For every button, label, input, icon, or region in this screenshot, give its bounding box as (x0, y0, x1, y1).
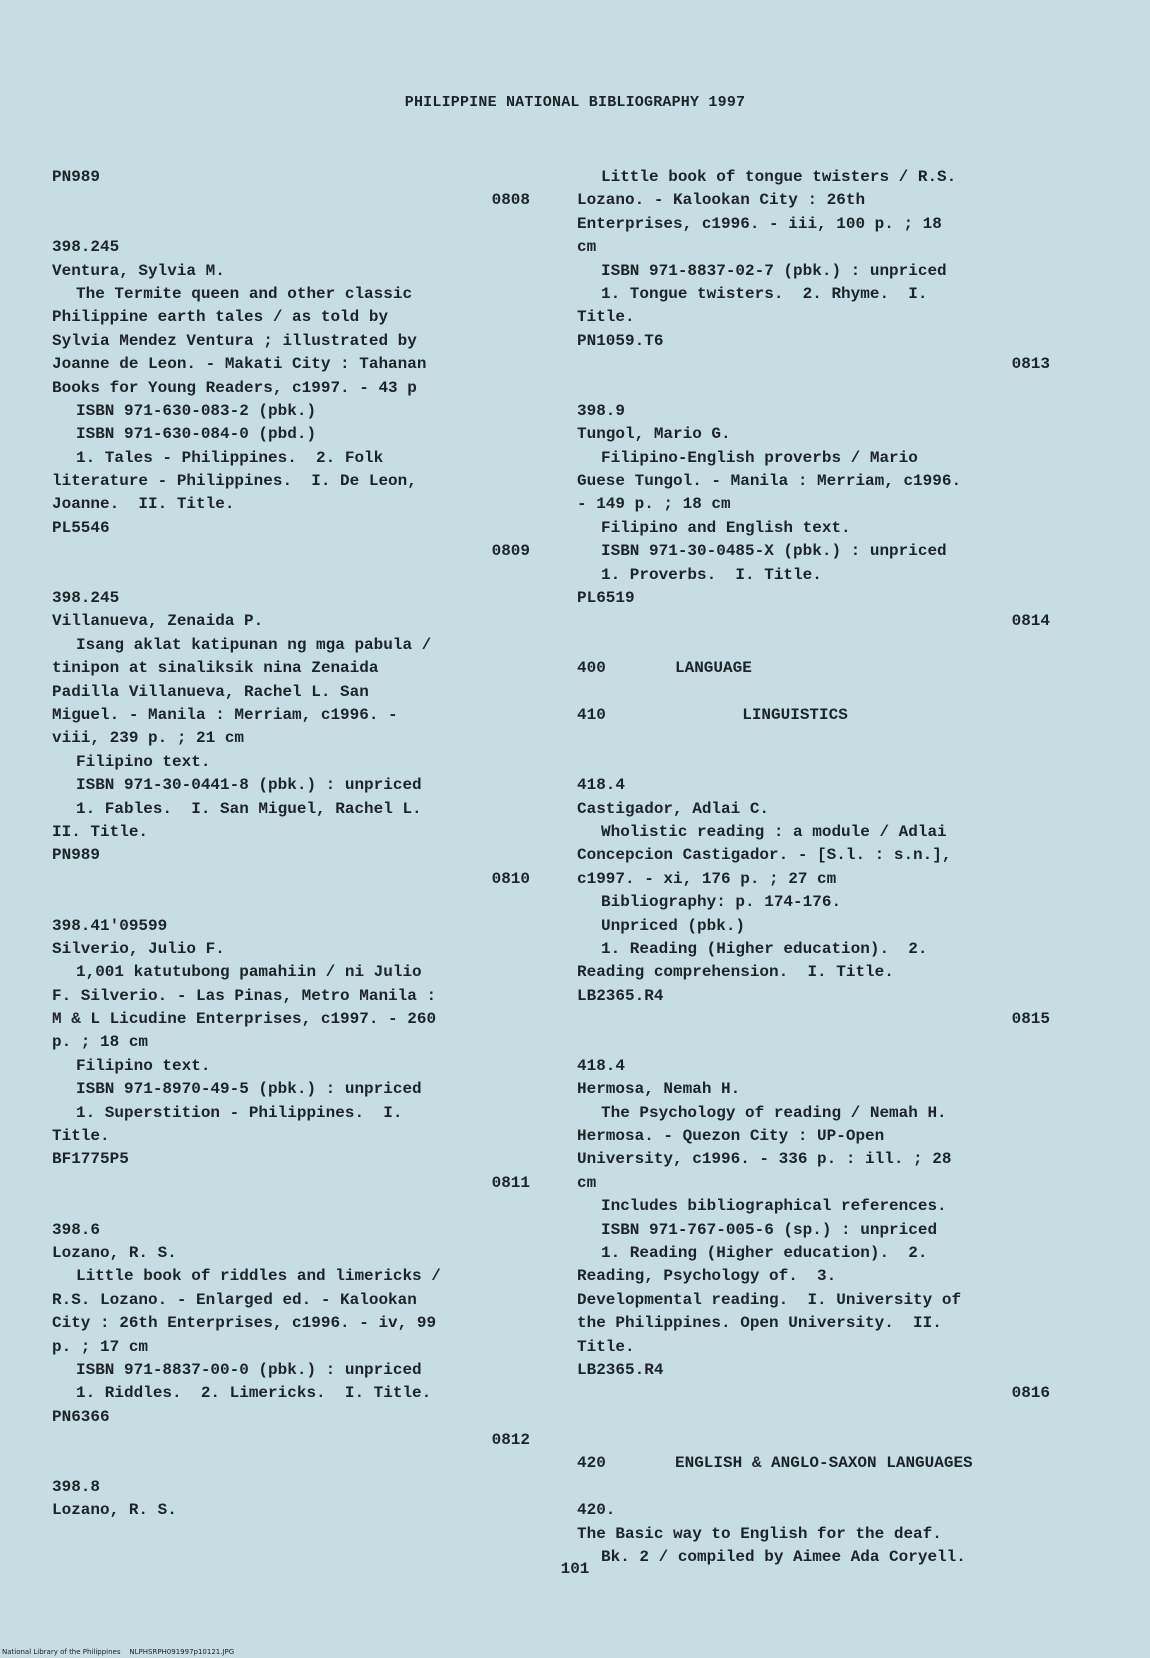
subject-heading (577, 704, 1057, 727)
spacer (577, 1406, 1057, 1429)
entry-line: Hermosa, Nemah H. (577, 1080, 741, 1099)
entry-line: Filipino text. (76, 1056, 211, 1075)
entry-line: ISBN 971-8970-49-5 (pbk.) : unpriced (76, 1080, 422, 1099)
entry-line: ISBN 971-30-0485-X (pbk.) : unpriced (601, 542, 947, 561)
entry-line: ISBN 971-30-0441-8 (pbk.) : unpriced (76, 776, 422, 795)
entry-line: Bibliography: p. 174-176. (601, 893, 842, 912)
entry-line: 1. Fables. I. San Miguel, Rachel L. (76, 799, 422, 818)
spacer (52, 564, 532, 587)
entry-line: 1. Tales - Philippines. 2. Folk (76, 448, 384, 467)
entry-line: Little book of riddles and limericks / (76, 1267, 441, 1286)
entry-line: LB2365.R4 (577, 986, 664, 1005)
entry-line: City : 26th Enterprises, c1996. - iv, 99 (52, 1314, 437, 1333)
entry-number: 0811 (491, 1173, 530, 1192)
entry-line: ISBN 971-630-083-2 (pbk.) (76, 401, 317, 420)
entry-line: Lozano. - Kalookan City : 26th (577, 191, 866, 210)
entry-number: 0814 (1011, 612, 1050, 631)
entry-line: 420. (577, 1501, 616, 1520)
entry-line: II. Title. (52, 822, 149, 841)
entry-line: Reading comprehension. I. Title. (577, 963, 894, 982)
entry-line: cm (577, 238, 597, 257)
class-number: 400 (577, 659, 606, 678)
class-number: 410 (577, 705, 606, 724)
page-number: 101 (560, 1560, 590, 1578)
entry-line: Filipino and English text. (601, 518, 851, 537)
spacer (52, 213, 532, 236)
entry-line: literature - Philippines. I. De Leon, (52, 472, 417, 491)
entry-line: M & L Licudine Enterprises, c1997. - 260 (52, 1010, 437, 1029)
entry-line: p. ; 18 cm (52, 1033, 149, 1052)
entry-line: Tungol, Mario G. (577, 425, 731, 444)
spacer (577, 1031, 1057, 1054)
right-column (577, 166, 1057, 1569)
entry-line: Sylvia Mendez Ventura ; illustrated by (52, 331, 417, 350)
entry-line: Title. (577, 1337, 635, 1356)
spacer (577, 1476, 1057, 1499)
entry-line: R.S. Lozano. - Enlarged ed. - Kalookan (52, 1290, 417, 1309)
entry-line: 398.6 (52, 1220, 101, 1239)
entry-line: Title. (52, 1127, 110, 1146)
entry-line: Title. (577, 308, 635, 327)
entry-line: Philippine earth tales / as told by (52, 308, 389, 327)
entry-line: The Termite queen and other classic (76, 284, 413, 303)
entry-line: 1,001 katutubong pamahiin / ni Julio (76, 963, 422, 982)
entry-number: 0809 (491, 542, 530, 561)
entry-line: Filipino-English proverbs / Mario (601, 448, 918, 467)
entry-line: Hermosa. - Quezon City : UP-Open (577, 1127, 885, 1146)
entry-line: Little book of tongue twisters / R.S. (601, 168, 957, 186)
entry-line: Villanueva, Zenaida P. (52, 612, 264, 631)
entry-line: ISBN 971-767-005-6 (sp.) : unpriced (601, 1220, 938, 1239)
entry-line: Ventura, Sylvia M. (52, 261, 225, 280)
page-title: PHILIPPINE NATIONAL BIBLIOGRAPHY 1997 (404, 94, 746, 111)
entry-number: 0816 (1011, 1384, 1050, 1403)
entry-line: PL6519 (577, 589, 635, 608)
entry-line: PN989 (52, 846, 101, 865)
entry-line: Unpriced (pbk.) (601, 916, 746, 935)
entry-line: Lozano, R. S. (52, 1501, 177, 1520)
entry-line: p. ; 17 cm (52, 1337, 149, 1356)
spacer (577, 727, 1057, 750)
heading-label: LINGUISTICS (675, 705, 848, 724)
entry-line: Books for Young Readers, c1997. - 43 p (52, 378, 417, 397)
entry-line: ISBN 971-8837-00-0 (pbk.) : unpriced (76, 1360, 422, 1379)
entry-line: PN989 (52, 168, 101, 186)
entry-line: Wholistic reading : a module / Adlai (601, 822, 947, 841)
entry-line: 398.41'09599 (52, 916, 168, 935)
entry-line: 418.4 (577, 776, 626, 795)
entry-number: 0815 (1011, 1010, 1050, 1029)
entry-line: viii, 239 p. ; 21 cm (52, 729, 245, 748)
entry-line: LB2365.R4 (577, 1360, 664, 1379)
entry-line: - 149 p. ; 18 cm (577, 495, 731, 514)
entry-number: 0808 (491, 191, 530, 210)
entry-line: Joanne. II. Title. (52, 495, 235, 514)
heading-label: LANGUAGE (675, 659, 752, 678)
entry-line: Developmental reading. I. University of (577, 1290, 962, 1309)
entry-line: Guese Tungol. - Manila : Merriam, c1996. (577, 472, 962, 491)
entry-line: 398.245 (52, 238, 120, 257)
entry-line: Silverio, Julio F. (52, 939, 225, 958)
spacer (52, 1195, 532, 1218)
entry-line: 1. Reading (Higher education). 2. (601, 1243, 928, 1262)
entry-line: PN6366 (52, 1407, 110, 1426)
entry-line: the Philippines. Open University. II. (577, 1314, 942, 1333)
entry-line: Castigador, Adlai C. (577, 799, 770, 818)
entry-line: Isang aklat katipunan ng mga pabula / (76, 635, 432, 654)
spacer (577, 377, 1057, 400)
entry-line: Padilla Villanueva, Rachel L. San (52, 682, 369, 701)
entry-line: 398.245 (52, 589, 120, 608)
spacer (52, 1452, 532, 1475)
entry-line: ISBN 971-8837-02-7 (pbk.) : unpriced (601, 261, 947, 280)
entry-number: 0813 (1011, 355, 1050, 374)
entry-line: The Basic way to English for the deaf. (577, 1524, 942, 1543)
entry-line: Enterprises, c1996. - iii, 100 p. ; 18 (577, 214, 942, 233)
entry-line: PL5546 (52, 518, 110, 537)
entry-line: c1997. - xi, 176 p. ; 27 cm (577, 869, 837, 888)
entry-line: ISBN 971-630-084-0 (pbd.) (76, 425, 317, 444)
spacer (577, 751, 1057, 774)
entry-number: 0812 (491, 1431, 530, 1450)
entry-line: 1. Tongue twisters. 2. Rhyme. I. (601, 284, 928, 303)
heading-label: ENGLISH & ANGLO-SAXON LANGUAGES (675, 1454, 973, 1473)
spacer (52, 891, 532, 914)
entry-line: 418.4 (577, 1056, 626, 1075)
spacer (577, 681, 1057, 704)
entry-line: Filipino text. (76, 752, 211, 771)
entry-line: PN1059.T6 (577, 331, 664, 350)
entry-line: BF1775P5 (52, 1150, 129, 1169)
entry-line: University, c1996. - 336 p. : ill. ; 28 (577, 1150, 952, 1169)
entry-line: Bk. 2 / compiled by Aimee Ada Coryell. (601, 1548, 966, 1567)
entry-line: Miguel. - Manila : Merriam, c1996. - (52, 705, 398, 724)
entry-line: Reading, Psychology of. 3. (577, 1267, 837, 1286)
entry-line: Joanne de Leon. - Makati City : Tahanan (52, 355, 427, 374)
entry-line: F. Silverio. - Las Pinas, Metro Manila : (52, 986, 437, 1005)
entry-line: Includes bibliographical references. (601, 1197, 947, 1216)
entry-line: 398.9 (577, 401, 626, 420)
left-column (52, 166, 532, 1523)
entry-line: 1. Reading (Higher education). 2. (601, 939, 928, 958)
spacer (577, 634, 1057, 657)
subject-heading (577, 657, 1057, 680)
entry-line: 398.8 (52, 1477, 101, 1496)
entry-line: 1. Proverbs. I. Title. (601, 565, 822, 584)
entry-line: cm (577, 1173, 597, 1192)
entry-number: 0810 (491, 869, 530, 888)
entry-line: The Psychology of reading / Nemah H. (601, 1103, 947, 1122)
subject-heading (577, 1452, 1057, 1475)
entry-line: Concepcion Castigador. - [S.l. : s.n.], (577, 846, 952, 865)
entry-line: Lozano, R. S. (52, 1243, 177, 1262)
class-number: 420 (577, 1454, 606, 1473)
scan-credit: National Library of the Philippines NLPHSRPH091997p10121.JPG (2, 1648, 235, 1656)
entry-line: 1. Riddles. 2. Limericks. I. Title. (76, 1384, 432, 1403)
entry-line: 1. Superstition - Philippines. I. (76, 1103, 403, 1122)
spacer (577, 1429, 1057, 1452)
entry-line: tinipon at sinaliksik nina Zenaida (52, 659, 379, 678)
